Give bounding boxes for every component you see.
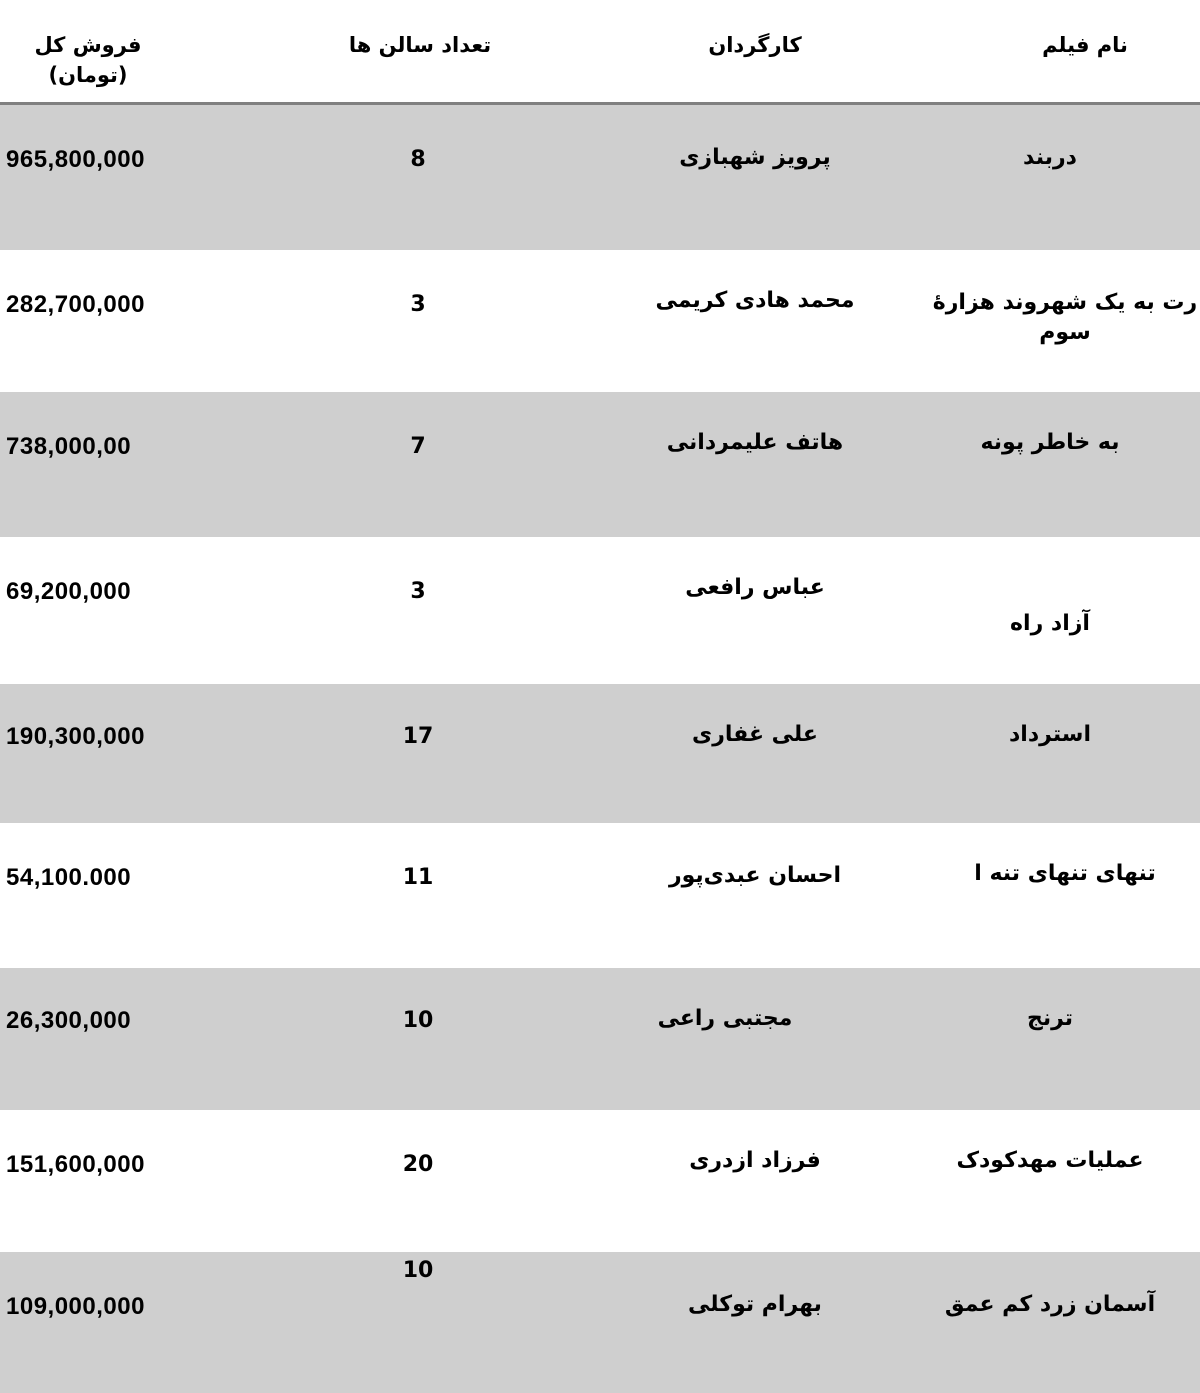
- total-sales-cell: 109,000,000: [6, 1293, 145, 1320]
- director-cell: عباس رافعی: [685, 575, 825, 600]
- header-total-sales-unit: (تومان): [48, 63, 128, 87]
- director-cell: مجتبی راعی: [657, 1006, 793, 1031]
- hall-count-cell: 8: [410, 147, 426, 172]
- hall-count-cell: 10: [402, 1258, 434, 1283]
- hall-count-cell: 11: [402, 865, 434, 890]
- total-sales-cell: 26,300,000: [6, 1007, 132, 1034]
- hall-count-cell: 10: [402, 1008, 434, 1033]
- total-sales-cell: 69,200,000: [6, 578, 132, 605]
- film-name-cell: ترنج: [1026, 1006, 1074, 1031]
- director-cell: بهرام توکلی: [688, 1292, 822, 1317]
- film-name-cell: استرداد: [1009, 722, 1091, 747]
- table-row: [0, 1110, 1200, 1253]
- film-name-cell: رت به یک شهروند هزارهٔ سوم: [932, 290, 1198, 345]
- hall-count-cell: 3: [410, 579, 426, 604]
- total-sales-cell: 54,100.000: [6, 864, 132, 891]
- table-row: [0, 105, 1200, 251]
- table-row: [0, 537, 1200, 685]
- film-name-cell: به خاطر پونه: [980, 430, 1120, 455]
- total-sales-cell: 738,000,00: [6, 433, 132, 460]
- header-director: کارگردان: [708, 33, 802, 57]
- director-cell: پرویز شهبازی: [679, 145, 831, 170]
- director-cell: محمد هادی کریمی: [655, 288, 855, 313]
- header-hall-count: تعداد سالن ها: [348, 33, 492, 57]
- film-name-cell: عملیات مهدکودک: [956, 1148, 1144, 1173]
- film-name-cell: تنهای تنهای تنه ا: [974, 861, 1156, 886]
- total-sales-cell: 190,300,000: [6, 723, 145, 750]
- table-row: [0, 684, 1200, 824]
- table-row: [0, 250, 1200, 393]
- film-name-cell: آزاد راه: [1010, 611, 1090, 636]
- hall-count-cell: 20: [402, 1152, 434, 1177]
- hall-count-cell: 3: [410, 292, 426, 317]
- hall-count-cell: 7: [410, 434, 426, 459]
- header-total-sales-label: فروش کل: [34, 33, 142, 57]
- director-cell: علی غفاری: [692, 722, 818, 747]
- director-cell: هاتف علیمردانی: [666, 430, 844, 455]
- total-sales-cell: 965,800,000: [6, 146, 145, 173]
- film-name-cell: آسمان زرد کم عمق: [944, 1292, 1156, 1317]
- header-total-sales: [0, 30, 176, 90]
- director-cell: احسان عبدی‌پور: [668, 863, 842, 888]
- table-row: [0, 823, 1200, 969]
- table-header: [0, 0, 1200, 105]
- total-sales-cell: 282,700,000: [6, 291, 145, 318]
- table-row: [0, 1252, 1200, 1393]
- table-row: [0, 392, 1200, 538]
- total-sales-cell: 151,600,000: [6, 1151, 145, 1178]
- director-cell: فرزاد ازدری: [689, 1148, 821, 1173]
- film-name-cell: دربند: [1023, 145, 1077, 170]
- header-film-name: نام فیلم: [1042, 33, 1128, 57]
- hall-count-cell: 17: [402, 724, 434, 749]
- table-row: [0, 968, 1200, 1111]
